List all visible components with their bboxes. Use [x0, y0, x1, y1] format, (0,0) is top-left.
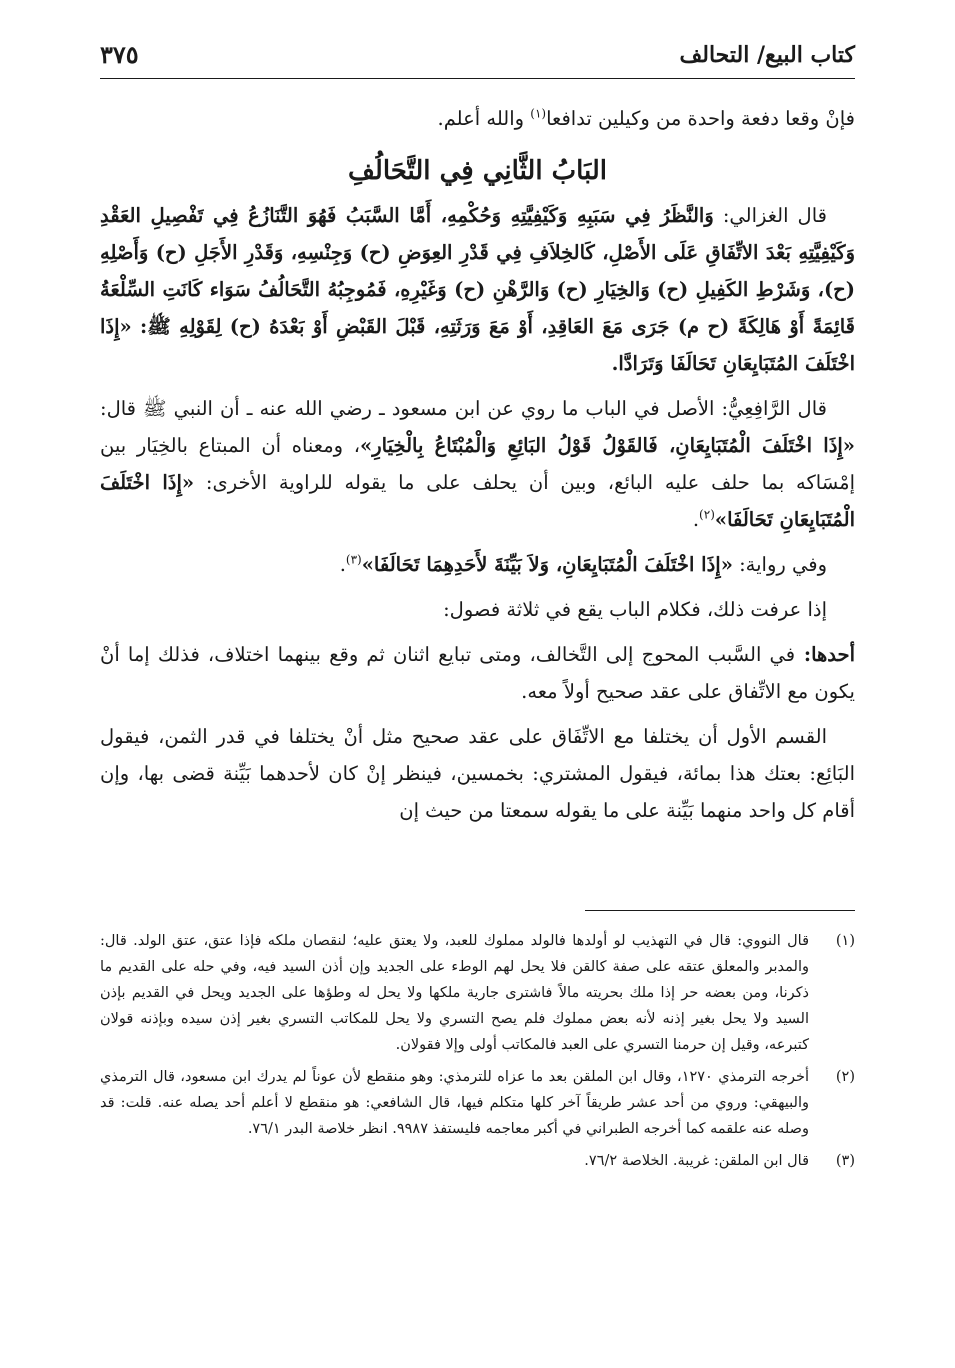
riwaya-paragraph	[100, 546, 855, 583]
intro-text-end: والله أعلم.	[437, 107, 531, 130]
footnote	[100, 1148, 855, 1174]
qism-paragraph: القسم الأول أن يختلفا مع الاتِّفَاق على عقد صحيح مثل أنْ يختلفا في قدر الثمن، فيقول البَائِع: بعتك هذا بمائة، فيقول المشتري: بخمسين، فينظر إنْ كان لأحدهما بَيِّنة قضى بها، وإن أقام كل واحد منهما بَيِّنة على ما يقوله سمعتا من حيث إن	[100, 725, 855, 822]
hadith-quote-1: «إِذَا اخْتَلَفَ الْمُتَبَايِعَانِ، فَالقَوْلُ قَوْلُ البَائِعِ وَالْمُبْتَاعُ بِالْخِيَارِ»	[360, 434, 855, 457]
footnote-number: (١)	[835, 933, 855, 949]
footnotes	[100, 928, 855, 1180]
intro-paragraph	[100, 100, 855, 137]
ahaduha-paragraph	[100, 636, 855, 710]
rafii-end: .	[692, 508, 700, 531]
footnote-text: قال ابن الملقن: غريبة. الخلاصة ٧٦/٢.	[584, 1153, 809, 1169]
footnote-text: أخرجه الترمذي ١٢٧٠، وقال ابن الملقن بعد ما عزاه للترمذي: وهو منقطع لأن عوناً لم يدرك ابن مسعود، قال الترمذي والبيهقي: وروي من أحد عشر طريقاً آخر كلها متكلم فيها، قال الشافعي: هو منقطع لا أعلم أحد يصله عنه. قلت: قد وصله عنه علقمه كما أخرجه الطبراني في أكبر معاجمه فليستفذ ٩٩٨٧. انظر خلاصة البدر ٧٦/١.	[100, 1069, 809, 1137]
rafii-text-a: قال الرَّافِعِيُّ: الأصل في الباب ما روي عن ابن مسعود ـ رضي الله عنه ـ أن النبي ﷺ قال:	[100, 397, 827, 420]
intro-text: فإنْ وقعا دفعة واحدة من وكيلين تدافعا	[546, 107, 855, 130]
hadith-quote-3: «إِذَا اخْتَلَفَ الْمُتَبَايِعَانِ، وَلاَ بَيِّنَةَ لأَحَدِهِمَا تَحَالَفَا»	[361, 553, 733, 576]
riwaya-prefix: وفي رواية:	[732, 553, 827, 576]
rafii-text-b: ، ومعناه أن المبتاع بالخِيَار بين إمْسَاكه بما حلف عليه البائع، وبين أن يحلف على ما يقوله للراوية الأخرى:	[100, 434, 855, 494]
main-text	[100, 100, 855, 837]
riwaya-end: .	[339, 553, 346, 576]
running-header	[100, 38, 855, 79]
rafii-paragraph	[100, 390, 855, 538]
fusul-paragraph: إذا عرفت ذلك، فكلام الباب يقع في ثلاثة فصول:	[443, 598, 827, 621]
footnote-text: قال النووي: قال في التهذيب لو أولدها فالولد مملوك للعبد، ولا يعتق عليه؛ لنقصان ملكه فإذا عتق، عتق الولد. قال: والمدبر والمعلق عتقه على صفة كالقن فلا يحل لهم الوطء على الجديد وإن أذن السيد فيه، وفي حله على القديم ما ذكرنا، ومن بعضه حر إذا ملك بحريته مالاً فاشترى جارية ملكها ولا يحل له وطؤها على الجديد ويحل في القديم بإذن السيد ولا يحل بغير إذنه لأنه بعض مملوك فلم يصح التسري ولا يحل للمكاتب التسري بغير إذن سيده وبإذنه قولان كتبرعه، وقيل إن حرمنا التسري على العبد فالمكاتب أولى وإلا فقولان.	[100, 933, 809, 1053]
page-number: ٣٧٥	[100, 40, 139, 69]
footnote-ref-1: (١)	[530, 106, 547, 121]
footnote-number: (٣)	[835, 1153, 855, 1169]
chapter-title: البَابُ الثَّانِي فِي التَّحَالُفِ	[348, 156, 607, 186]
ahaduha-text: في السَّبب المحوج إلى التَّخالف، ومتى تبايع اثنان ثم وقع بينهما اختلاف، فذلك إما أنْ يكون مع الاتِّفاق على عقد صحيح أولاً معه.	[100, 643, 855, 703]
ghazali-prefix: قال الغزالي:	[713, 204, 827, 227]
footnote-number: (٢)	[835, 1069, 855, 1085]
footnote	[100, 1064, 855, 1142]
footnote-ref-3: (٣)	[345, 552, 362, 567]
footnote	[100, 928, 855, 1058]
hadith-quote-2: «إِذَا اخْتَلَفَ الْمُتَبَايِعَانِ تَحَالَفَا»	[100, 471, 855, 531]
header-title: كتاب البيع/ التحالف	[679, 42, 855, 68]
ghazali-paragraph	[100, 197, 855, 382]
ghazali-text: وَالنَّظَرُ فِي سَبَبِهِ وَكَيْفِيَّتِهِ وَحُكْمِهِ، أَمَّا السَّبَبُ فَهُوَ التَّنَازُعُ فِي تَفْصِيلِ العَقْدِ وَكَيْفِيَّتِهِ بَعْدَ الاتِّفَاقِ عَلَى الأَصْلِ، كَالخِلاَفِ فِي قَدْرِ العِوَضِ (ح) وَجِنْسِهِ، وَقَدْرِ الأَجَلِ (ح) وَأَصْلِهِ (ح)، وَشَرْطِ الكَفِيلِ (ح) وَالخِيَارِ (ح) وَالرَّهْنِ (ح) وَغَيْرِهِ، فَمُوجِبُهُ التَّحَالُفُ سَوَاء كَانَتِ السِّلْعَةُ قَائِمَةً أَوْ هَالِكَةً (ح م) جَرَى مَعَ العَاقِدِ، أَوْ مَعَ وَرَثَتِهِ، قَبْلَ القَبْضِ أَوْ بَعْدَهُ (ح) لِقَوْلِهِ ﷺ: «إِذَا اخْتَلَفَ المُتَبَايِعَانِ تَحَالَفَا وَتَرَادَّا.	[100, 204, 855, 375]
footnote-separator	[585, 910, 855, 911]
footnote-ref-2: (٢)	[699, 507, 715, 522]
ahaduha-label: أحدها:	[795, 643, 855, 666]
